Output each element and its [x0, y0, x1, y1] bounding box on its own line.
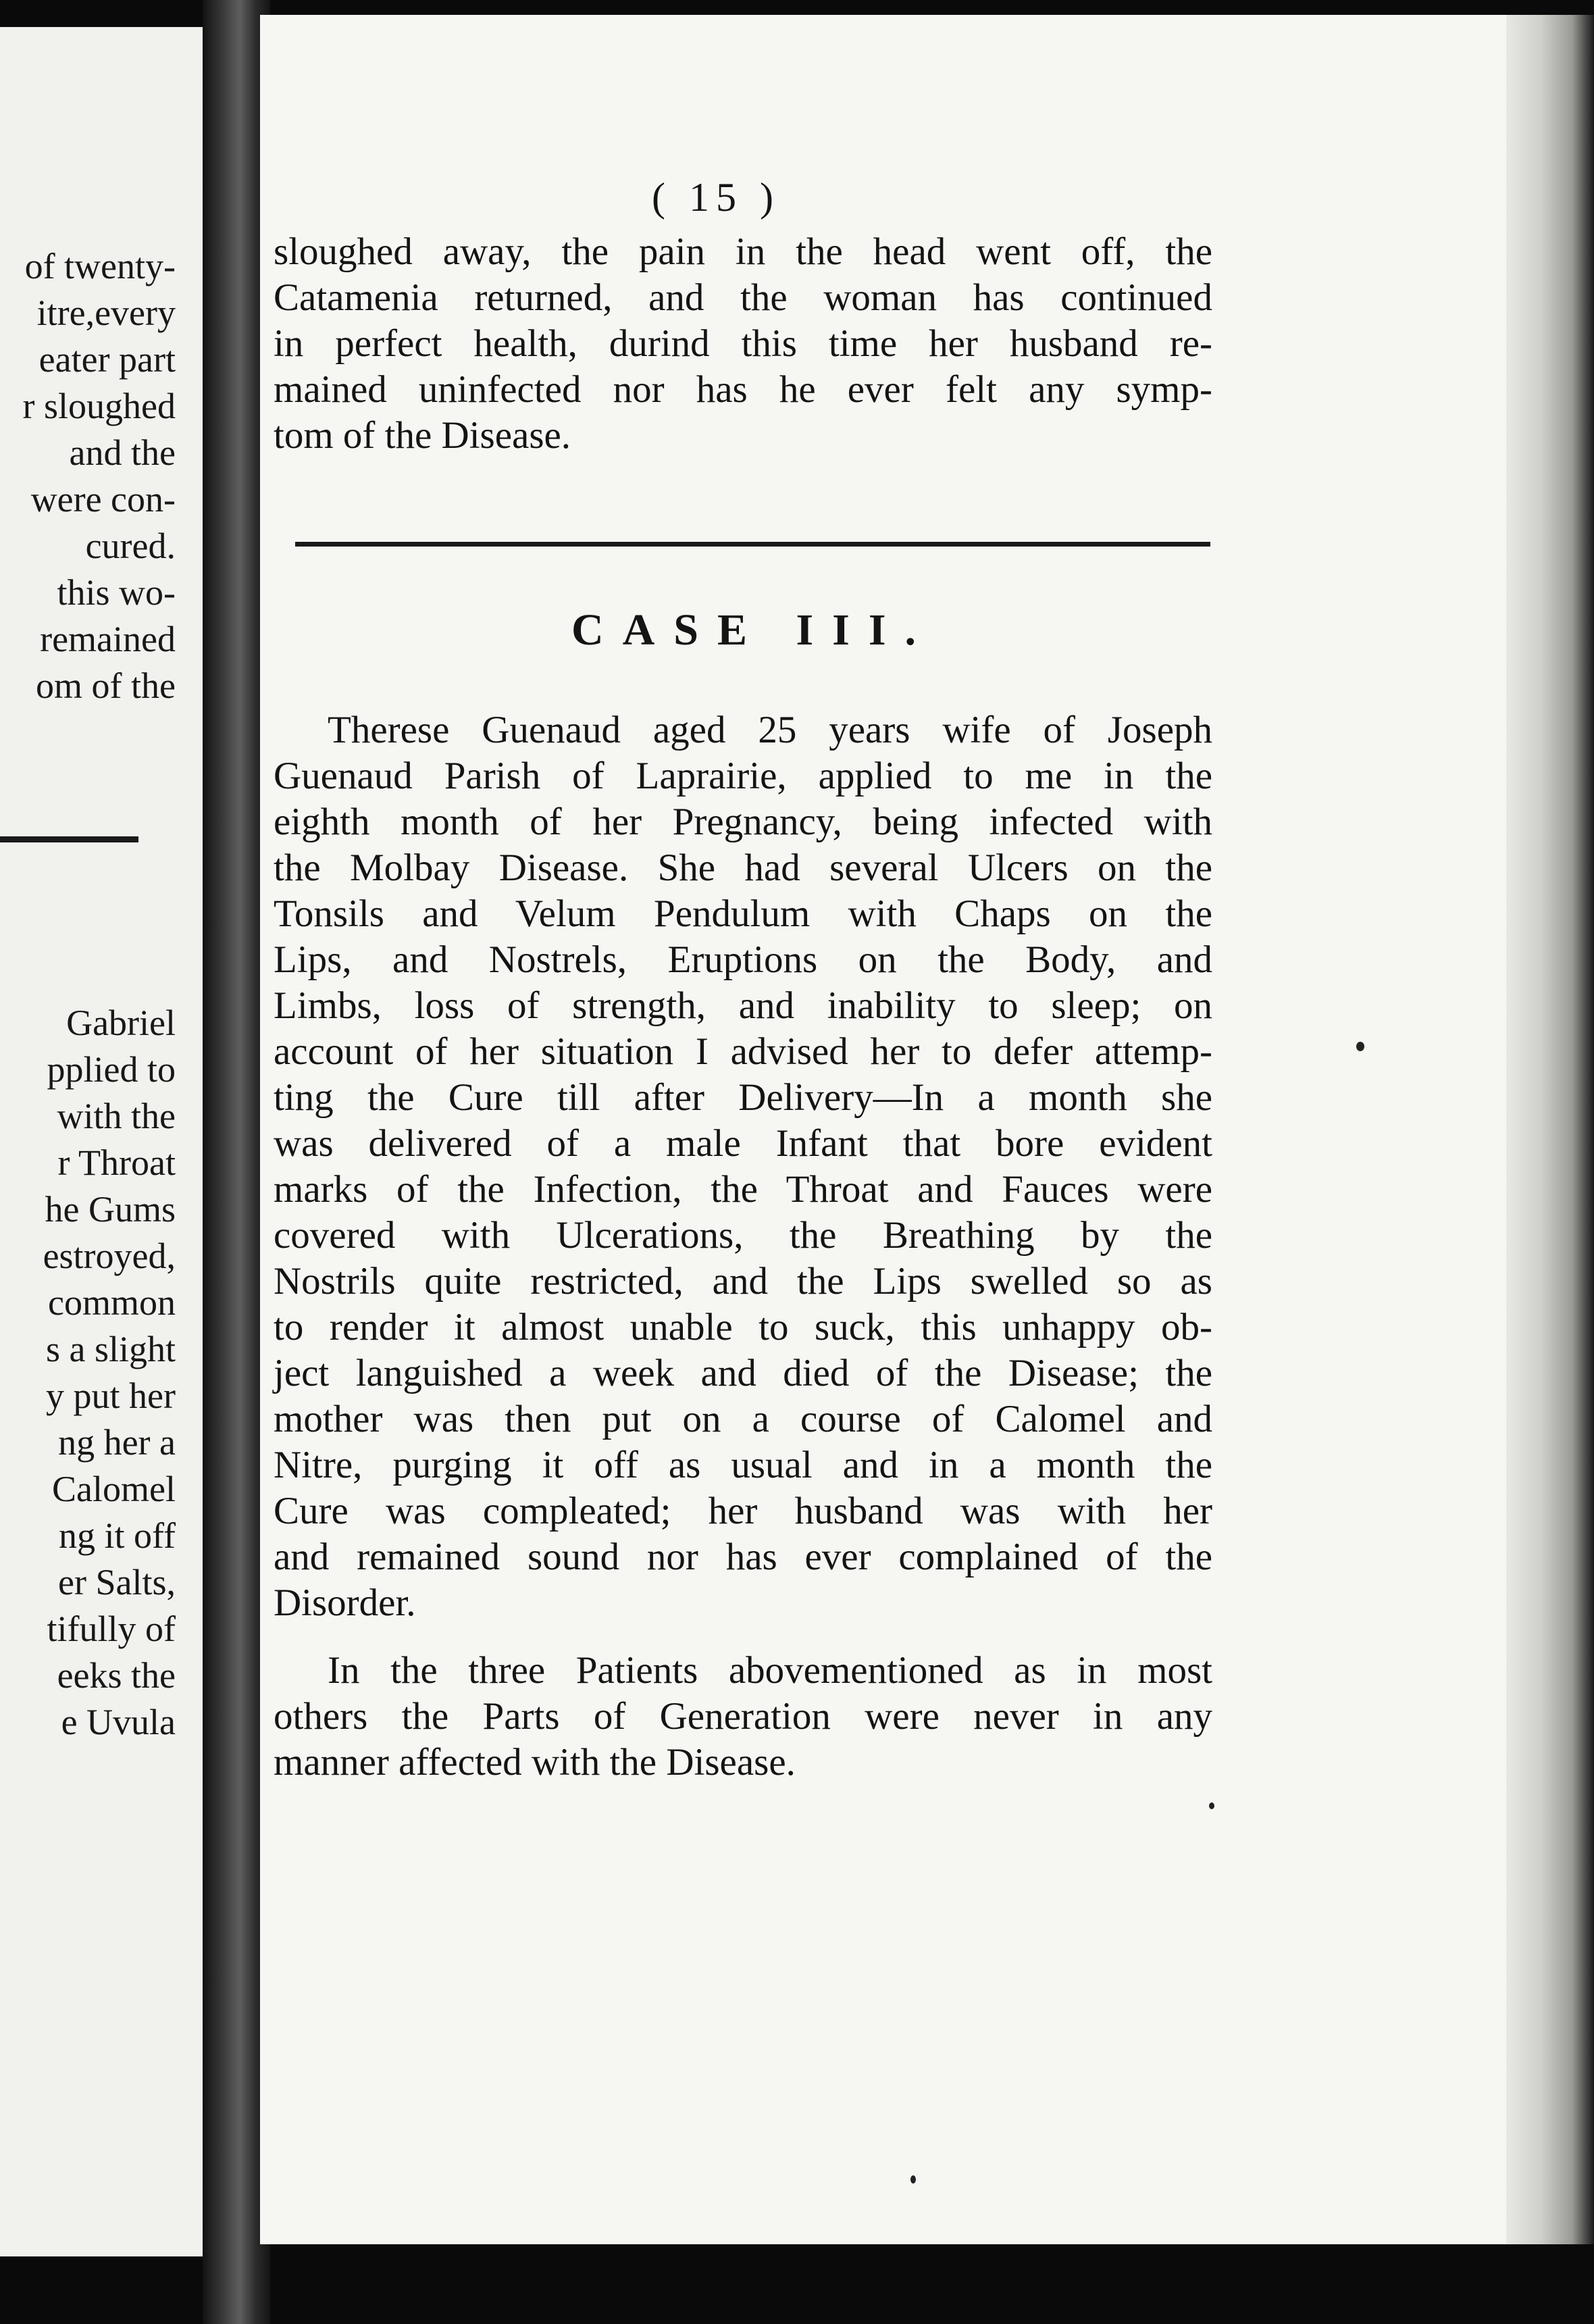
text-line: in perfect health, durind this time her husband re- [274, 322, 1212, 365]
text-line: Lips, and Nostrels, Eruptions on the Body, and [274, 938, 1212, 981]
section-divider [295, 542, 1210, 547]
previous-page-line: he Gums [45, 1189, 176, 1230]
text-line: Cure was compleated; her husband was with her [274, 1490, 1212, 1532]
previous-page-line: common [48, 1282, 176, 1323]
previous-page-line: with the [57, 1096, 176, 1136]
text-line: Catamenia returned, and the woman has continued [274, 276, 1212, 319]
previous-page-line: r Throat [57, 1142, 176, 1183]
previous-page-line: remained [40, 619, 176, 659]
previous-page-line: om of the [36, 665, 176, 706]
text-line: and remained sound nor has ever complained of the [274, 1536, 1212, 1578]
previous-page-line: er Salts, [58, 1562, 176, 1602]
previous-page-line: y put her [46, 1375, 176, 1416]
text-line: the Molbay Disease. She had several Ulcers on the [274, 847, 1212, 889]
text-line: Tonsils and Velum Pendulum with Chaps on the [274, 892, 1212, 935]
text-line: ting the Cure till after Delivery—In a month she [274, 1076, 1212, 1119]
ink-speck [1209, 1802, 1214, 1809]
previous-page-line: estroyed, [43, 1236, 176, 1276]
page-number: ( 15 ) [652, 175, 780, 220]
previous-page-line: cured. [85, 526, 176, 566]
ink-speck [910, 2175, 916, 2183]
page-edge-shadow [1506, 15, 1594, 2244]
previous-page-line: ng it off [59, 1515, 176, 1556]
previous-page-line: this wo- [57, 572, 176, 613]
text-line: manner affected with the Disease. [274, 1741, 796, 1784]
text-line: others the Parts of Generation were never in any [274, 1695, 1212, 1738]
previous-page-line: and the [69, 432, 176, 473]
previous-page-line: itre,every [36, 293, 176, 333]
text-line: Therese Guenaud aged 25 years wife of Joseph [328, 709, 1212, 751]
text-line: In the three Patients abovementioned as in most [328, 1649, 1212, 1692]
text-line: was delivered of a male Infant that bore evident [274, 1122, 1212, 1165]
previous-page-line: of twenty- [24, 246, 176, 286]
case-heading: CASE III. [571, 605, 935, 655]
text-line: Nitre, purging it off as usual and in a month the [274, 1444, 1212, 1486]
text-line: Limbs, loss of strength, and inability to sleep; on [274, 984, 1212, 1027]
text-line: tom of the Disease. [274, 414, 571, 457]
text-line: Nostrils quite restricted, and the Lips swelled so as [274, 1260, 1212, 1303]
previous-page-line: tifully of [47, 1609, 176, 1649]
previous-page-line: Gabriel [66, 1003, 176, 1043]
previous-page-line: eeks the [57, 1655, 176, 1696]
previous-page-line: eater part [38, 339, 176, 380]
previous-page-line: were con- [30, 479, 176, 520]
text-line: to render it almost unable to suck, this unhappy ob- [274, 1306, 1212, 1348]
previous-page-line: ng her a [58, 1422, 176, 1463]
text-line: sloughed away, the pain in the head went off, the [274, 230, 1212, 273]
previous-page-line: r sloughed [22, 386, 176, 426]
text-line: Disorder. [274, 1582, 416, 1624]
text-line: covered with Ulcerations, the Breathing by the [274, 1214, 1212, 1257]
previous-page-fragment [0, 27, 203, 2256]
text-line: eighth month of her Pregnancy, being infected with [274, 801, 1212, 843]
previous-page-line: Calomel [52, 1469, 176, 1509]
previous-page-line: e Uvula [61, 1702, 176, 1742]
text-line: Guenaud Parish of Laprairie, applied to me in the [274, 755, 1212, 797]
ink-speck [1356, 1042, 1364, 1051]
text-line: mother was then put on a course of Calomel and [274, 1398, 1212, 1440]
text-line: ject languished a week and died of the Disease; the [274, 1352, 1212, 1394]
previous-page-divider [0, 836, 138, 842]
previous-page-line: s a slight [45, 1329, 176, 1369]
text-line: mained uninfected nor has he ever felt any symp- [274, 368, 1212, 411]
text-line: marks of the Infection, the Throat and Fauces were [274, 1168, 1212, 1211]
text-line: account of her situation I advised her to defer attemp- [274, 1030, 1212, 1073]
previous-page-line: pplied to [47, 1049, 176, 1090]
